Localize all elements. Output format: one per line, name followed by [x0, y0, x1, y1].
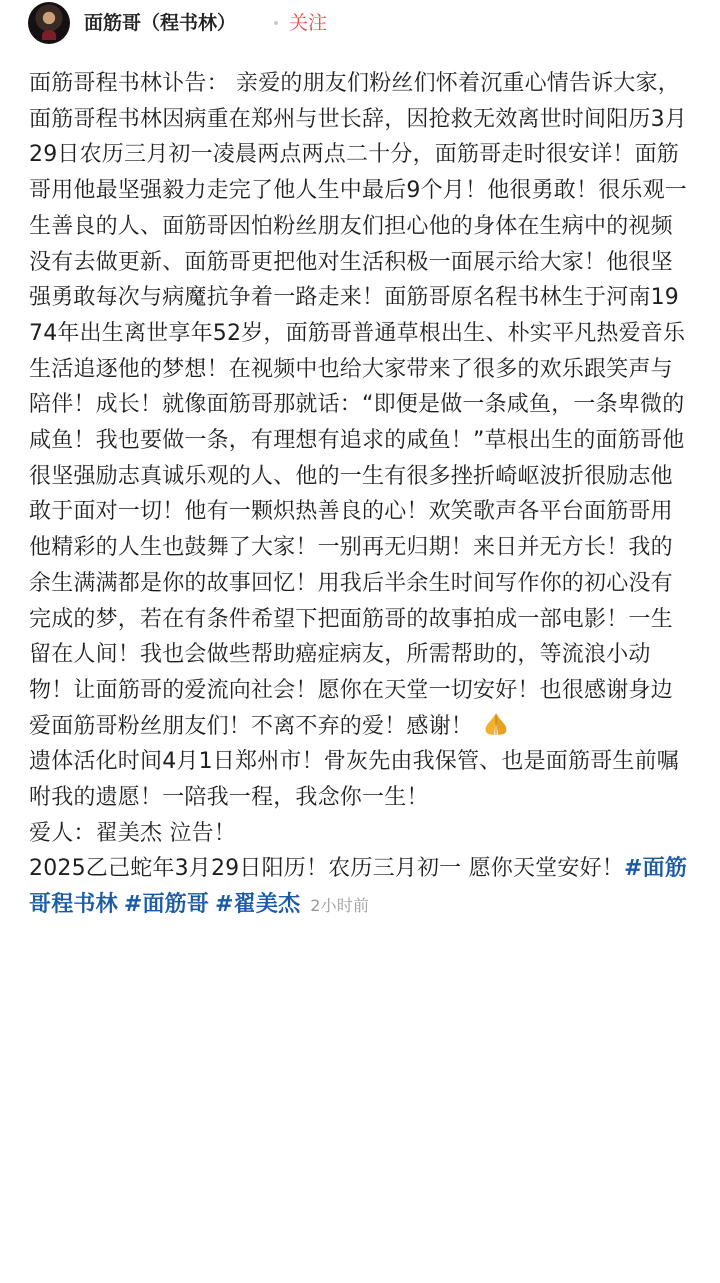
post-timestamp: 2小时前	[310, 896, 370, 916]
hashtag-link-1[interactable]: #面筋哥程书林	[29, 856, 688, 918]
author-name[interactable]: 面筋哥（程书林）	[84, 12, 237, 34]
post-paragraph-1	[29, 66, 693, 744]
post-paragraph-3: 爱人：翟美杰 泣告！	[29, 820, 236, 846]
hashtag-link-3[interactable]: #翟美杰	[215, 892, 301, 918]
post-paragraph-1-text: 面筋哥程书林讣告： 亲爱的朋友们粉丝们怀着沉重心情告诉大家，面筋哥程书林因病重在郑州与世长辞，因抢救无效离世时间阳历3月29日农历三月初一凌晨两点两点二十分，面筋哥走时很安详！面筋哥用他最坚强毅力走完了他人生中最后9个月！他很勇敢！很乐观一生善良的人、面筋哥因怕粉丝朋友们担心他的身体在生病中的视频没有去做更新、面筋哥更把他对生活积极一面展示给大家！他很坚强勇敢每次与病魔抗争着一路走来！面筋哥原名程书林生于河南1974年出生离世享年52岁，面筋哥普通草根出生、朴实平凡热爱音乐生活追逐他的梦想！在视频中也给大家带来了很多的欢乐跟笑声与陪伴！成长！就像面筋哥那就话：“即便是做一条咸鱼，一条卑微的咸鱼！我也要做一条，有理想有追求的咸鱼！”草根出生的面筋哥他很坚强励志真诚乐观的人、他的一生有很多挫折崎岖波折很励志他敢于面对一切！他有一颗炽热善良的心！欢笑歌声各平台面筋哥用他精彩的人生也鼓舞了大家！一别再无归期！来日并无方长！我的余生满满都是你的故事回忆！用我后半余生时间写作你的初心没有完成的梦，若在有条件希望下把面筋哥的故事拍成一部电影！一生留在人间！我也会做些帮助癌症病友，所需帮助的，等流浪小动物！让面筋哥的爱流向社会！愿你在天堂一切安好！也很感谢身边爱面筋哥粉丝朋友们！不离不弃的爱！感谢！	[29, 71, 687, 739]
folded-hands-icon	[481, 711, 511, 737]
avatar[interactable]	[28, 2, 70, 44]
post-header	[0, 0, 720, 48]
follow-button[interactable]: 关注	[289, 12, 328, 34]
post-content	[29, 66, 693, 924]
hashtag-link-2[interactable]: #面筋哥	[123, 892, 210, 918]
avatar-accent	[42, 30, 56, 40]
post-paragraph-2: 遗体活化时间4月1日郑州市！骨灰先由我保管、也是面筋哥生前嘱咐我的遗愿！一陪我一程，我念你一生！	[29, 749, 679, 811]
post-paragraph-4-text: 2025乙己蛇年3月29日阳历！农历三月初一 愿你天堂安好！	[29, 856, 624, 882]
separator-dot	[274, 21, 278, 25]
post-paragraph-4	[29, 851, 693, 923]
